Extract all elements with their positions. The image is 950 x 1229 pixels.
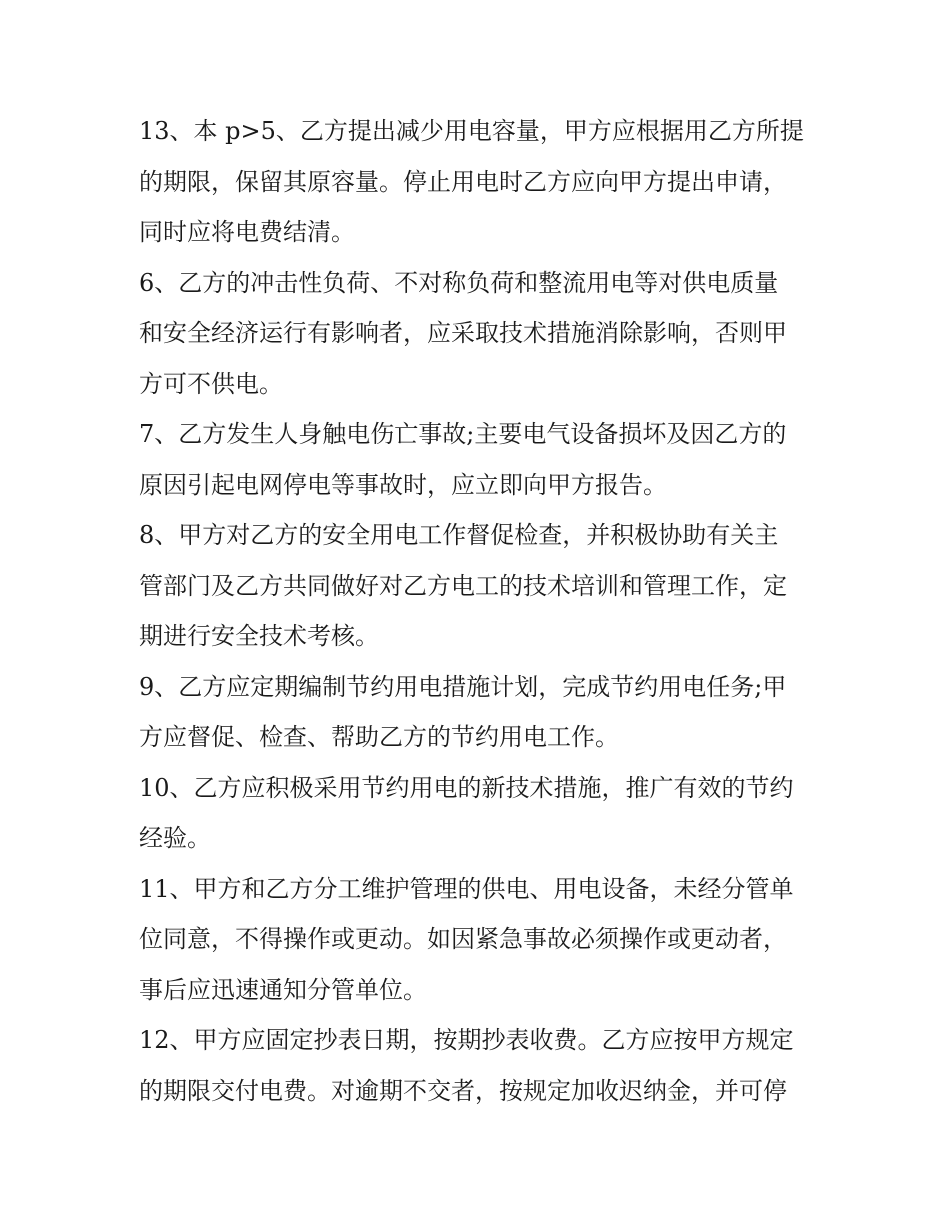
- text-line: 方应督促、检查、帮助乙方的节约用电工作。: [139, 723, 619, 751]
- clause-8: [139, 510, 819, 662]
- clause-6: [139, 258, 819, 410]
- text-line: 9、乙方应定期编制节约用电措施计划，完成节约用电任务;甲: [139, 672, 787, 701]
- clause-7: [139, 409, 819, 510]
- clause-13: [139, 106, 819, 258]
- text-line: 的期限，保留其原容量。停止用电时乙方应向甲方提出申请，: [139, 167, 787, 196]
- text-line: 和安全经济运行有影响者，应采取技术措施消除影响，否则甲: [139, 319, 787, 347]
- text-line: 同时应将电费结清。: [139, 218, 355, 246]
- clause-9: [139, 662, 819, 763]
- text-line: 8、甲方对乙方的安全用电工作督促检查，并积极协助有关主: [139, 521, 779, 549]
- clause-11: [139, 864, 819, 1016]
- text-line: 13、本 p>5、乙方提出减少用电容量，甲方应根据用乙方所提: [139, 117, 804, 145]
- text-line: 经验。: [139, 824, 211, 852]
- text-line: 10、乙方应积极采用节约用电的新技术措施，推广有效的节约: [139, 773, 794, 802]
- text-line: 7、乙方发生人身触电伤亡事故;主要电气设备损坏及因乙方的: [139, 420, 787, 448]
- text-line: 的期限交付电费。对逾期不交者，按规定加收迟纳金，并可停: [139, 1076, 787, 1105]
- clause-10: [139, 763, 819, 864]
- clause-12: [139, 1015, 819, 1116]
- text-line: 原因引起电网停电等事故时，应立即向甲方报告。: [139, 470, 667, 499]
- text-line: 11、甲方和乙方分工维护管理的供电、用电设备，未经分管单: [139, 874, 794, 903]
- text-line: 事后应迅速通知分管单位。: [139, 975, 427, 1004]
- text-line: 方可不供电。: [139, 369, 283, 398]
- text-line: 6、乙方的冲击性负荷、不对称负荷和整流用电等对供电质量: [139, 268, 779, 297]
- text-line: 期进行安全技术考核。: [139, 622, 379, 650]
- text-line: 管部门及乙方共同做好对乙方电工的技术培训和管理工作，定: [139, 571, 787, 600]
- text-line: 12、甲方应固定抄表日期，按期抄表收费。乙方应按甲方规定: [139, 1026, 794, 1054]
- text-line: 位同意，不得操作或更动。如因紧急事故必须操作或更动者，: [139, 925, 787, 953]
- document-body: [139, 106, 819, 1116]
